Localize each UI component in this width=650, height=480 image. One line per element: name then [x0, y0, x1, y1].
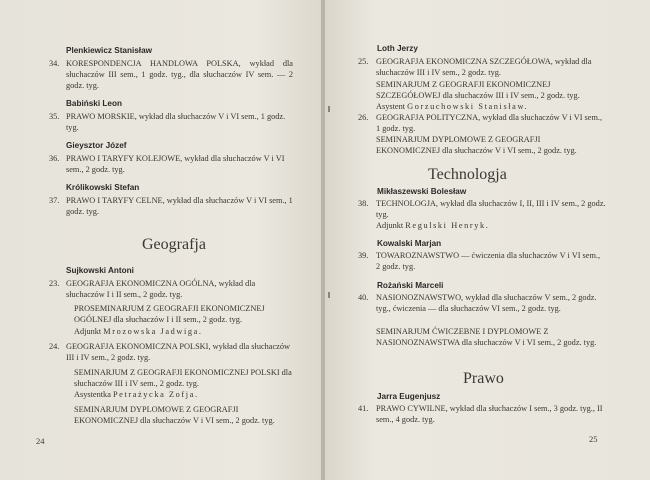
assistant-name: Gorzuchowski Stanisław. — [407, 102, 529, 111]
page-mark — [328, 292, 330, 298]
entry-text: KORESPONDENCJA HANDLOWA POLSKA, wykład dla słuchaczów III sem., 1 godz. tyg., dla słuchaczów IV sem. — 2 godz. tyg. — [66, 59, 293, 91]
author-heading: Babiński Leon — [66, 99, 122, 108]
entry-number: 25. — [358, 57, 369, 66]
entry-text: GEOGRAFJA EKONOMICZNA POLSKI, wykład dla słuchaczów III i IV sem., 2 godz. tyg. — [66, 342, 290, 363]
course-entry — [49, 278, 293, 300]
author-heading: Mikłaszewski Bolesław — [377, 187, 467, 196]
section-heading-prawo: Prawo — [463, 370, 504, 387]
course-entry — [358, 292, 606, 314]
course-entry — [358, 403, 606, 425]
entry-number: 41. — [358, 404, 369, 413]
author-heading: Plenkiewicz Stanisław — [66, 46, 153, 55]
assistant-line — [74, 389, 293, 400]
author-heading: Królikowski Stefan — [66, 183, 140, 192]
entry-text: GEOGRAFJA POLITYCZNA, wykład dla słuchaczów V i VI sem., 1 godz. tyg. — [376, 113, 603, 134]
author-heading: Sujkowski Antoni — [66, 266, 134, 275]
assistant-name: Petrażycka Zofja. — [112, 390, 199, 399]
left-page — [0, 0, 322, 480]
course-entry — [358, 198, 606, 220]
entry-text: PRAWO I TARYFY KOLEJOWE, wykład dla słuchaczów V i VI sem., 2 godz. tyg. — [66, 154, 285, 175]
entry-number: 38. — [358, 199, 369, 208]
page-mark — [328, 106, 330, 112]
assistant-label: Asystent — [376, 102, 406, 111]
entry-number: 26. — [358, 113, 369, 122]
assistant-name: Regulski Henryk. — [405, 221, 490, 230]
assistant-name: Mrozowska Jadwiga. — [103, 327, 203, 336]
entry-number: 37. — [49, 196, 60, 205]
author-heading: Jarra Eugenjusz — [377, 392, 441, 401]
course-entry — [49, 58, 293, 92]
entry-text: GEOGRAFJA EKONOMICZNA SZCZEGÓŁOWA, wykład dla słuchaczów III i IV sem., 2 godz. tyg. — [376, 57, 592, 78]
entry-text: PRAWO MORSKIE, wykład dla słuchaczów V i VI sem., 1 godz. tyg. — [66, 112, 286, 133]
entry-number: 23. — [49, 279, 60, 288]
author-heading: Kowalski Marjan — [377, 239, 442, 248]
assistant-label: Adjunkt — [376, 221, 404, 230]
entry-number: 35. — [49, 112, 60, 121]
assistant-label: Adjunkt — [74, 327, 102, 336]
entry-text: TOWAROZNAWSTWO — ćwiczenia dla słuchaczów V i VI sem., 2 godz. tyg. — [376, 251, 601, 272]
course-entry — [358, 250, 606, 272]
author-heading: Loth Jerzy — [377, 44, 418, 53]
section-heading-geografja: Geografja — [142, 236, 206, 253]
seminar-entry: SEMINARJUM DYPLOMOWE Z GEOGRAFJI EKONOMICZNEJ dla słuchaczów V i VI sem., 2 godz. tyg. — [74, 405, 275, 426]
entry-text: TECHNOLOGJA, wykład dla słuchaczów I, II, III i IV sem., 2 godz. tyg. — [376, 199, 606, 220]
seminar-entry: SEMINARJUM Z GEOGRAFJI EKONOMICZNEJ POLSKI dla słuchaczów III i IV sem., 2 godz. tyg. — [74, 368, 292, 389]
course-entry — [49, 153, 293, 175]
entry-text: PRAWO CYWILNE, wykład dla słuchaczów I sem., 3 godz. tyg., II sem., 4 godz. tyg. — [376, 404, 603, 425]
seminar-entry: SEMINARJUM Z GEOGRAFJI EKONOMICZNEJ SZCZEGÓŁOWEJ dla słuchaczów III i IV sem., 2 godz. tyg. — [376, 80, 580, 101]
course-entry — [49, 341, 293, 363]
course-entry — [49, 111, 293, 133]
entry-number: 40. — [358, 293, 369, 302]
entry-text: NASIONOZNAWSTWO, wykład dla słuchaczów V sem., 2 godz. tyg., ćwiczenia — dla słuchaczów VI sem., 2 godz. tyg. — [376, 293, 597, 314]
entry-text: GEOGRAFJA EKONOMICZNA OGÓLNA, wykład dla słuchaczów I i II sem., 2 godz. tyg. — [66, 279, 256, 300]
seminar-entry: SEMINARJUM ĆWICZEBNE I DYPLOMOWE Z NASIONOZNAWSTWA dla słuchaczów V i VI sem., 2 godz. tyg. — [376, 327, 597, 348]
entry-number: 24. — [49, 342, 60, 351]
proseminar-entry: PROSEMINARJUM Z GEOGRAFJI EKONOMICZNEJ OGÓLNEJ dla słuchaczów I i II sem., 2 godz. tyg. — [74, 304, 265, 325]
entry-text: PRAWO I TARYFY CELNE, wykład dla słuchaczów V i VI sem., 1 godz. tyg. — [66, 196, 293, 217]
assistant-line — [376, 220, 606, 231]
author-heading: Gieysztor Józef — [66, 141, 127, 150]
author-heading: Rożański Marceli — [377, 281, 444, 290]
course-entry — [358, 56, 606, 78]
page-number: 25 — [589, 434, 598, 444]
page-number: 24 — [36, 436, 45, 446]
entry-number: 39. — [358, 251, 369, 260]
entry-number: 36. — [49, 154, 60, 163]
section-heading-technologja: Technologja — [428, 166, 507, 183]
course-entry — [358, 112, 606, 134]
assistant-line — [74, 326, 293, 337]
entry-number: 34. — [49, 59, 60, 68]
assistant-line — [376, 101, 606, 112]
right-page — [325, 0, 650, 480]
seminar-entry: SEMINARJUM DYPLOMOWE Z GEOGRAFJI EKONOMICZNEJ dla słuchaczów V i VI sem., 2 godz. tyg. — [376, 135, 577, 156]
course-entry — [49, 195, 293, 217]
assistant-label: Asystentka — [74, 390, 111, 399]
